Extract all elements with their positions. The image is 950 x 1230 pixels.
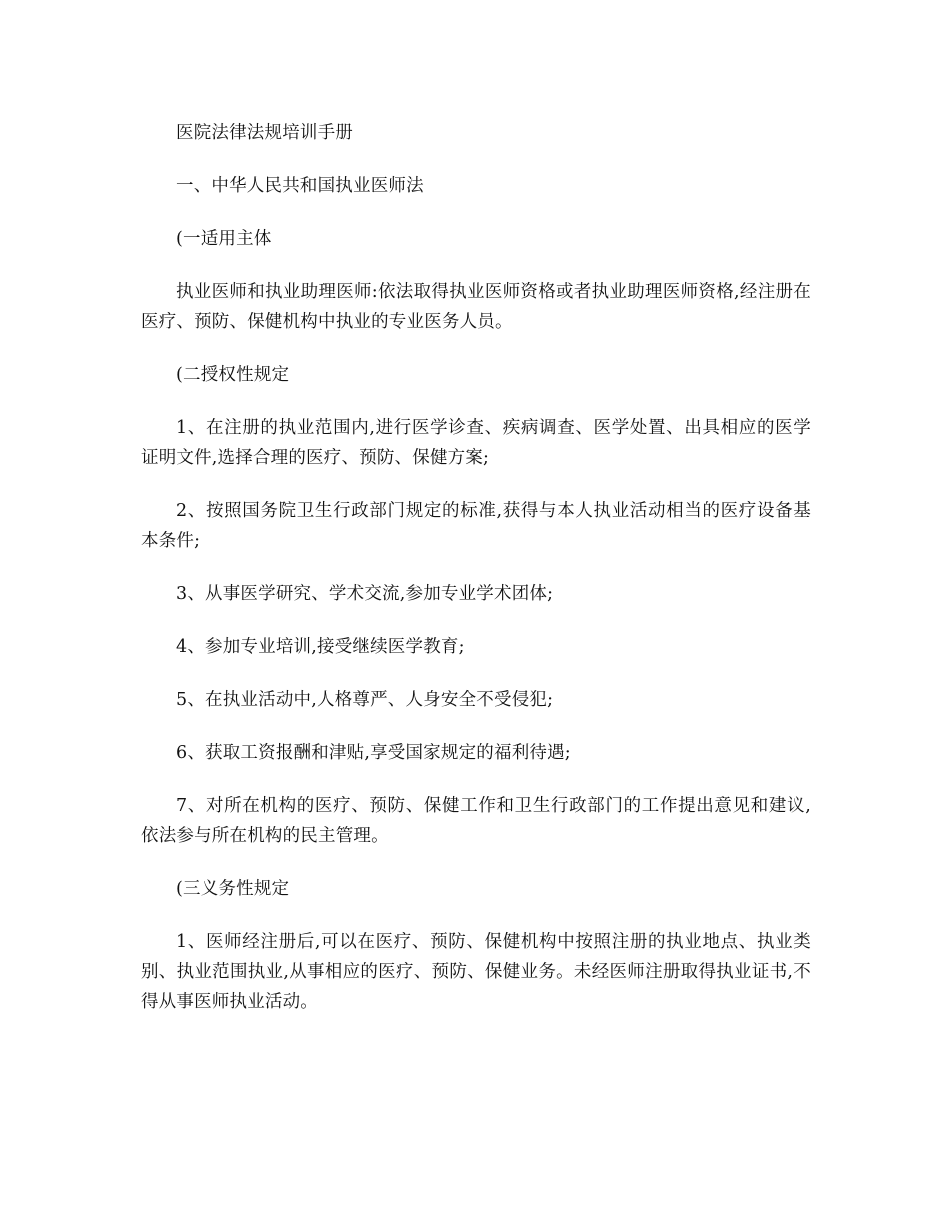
subsection-heading-obligations: (三义务性规定 [176,879,290,899]
document-title: 医院法律法规培训手册 [176,123,353,143]
section-heading-physician-law: 一、中华人民共和国执业医师法 [176,176,424,196]
rights-item-2: 2、按照国务院卫生行政部门规定的标准,获得与本人执业活动相当的医疗设备基本条件; [141,501,811,551]
rights-item-5: 5、在执业活动中,人格尊严、人身安全不受侵犯; [176,690,554,710]
rights-item-4: 4、参加专业培训,接受继续医学教育; [176,637,465,657]
rights-item-3: 3、从事医学研究、学术交流,参加专业学术团体; [176,584,554,604]
rights-item-7: 7、对所在机构的医疗、预防、保健工作和卫生行政部门的工作提出意见和建议,依法参与所在机构的民主管理。 [141,796,811,846]
document-body [141,118,811,1040]
duties-item-1: 1、医师经注册后,可以在医疗、预防、保健机构中按照注册的执业地点、执业类别、执业范围执业,从事相应的医疗、预防、保健业务。未经医师注册取得执业证书,不得从事医师执业活动。 [141,932,811,1012]
subsection-heading-authorization: (二授权性规定 [176,365,290,385]
paragraph-applicable-subjects: 执业医师和执业助理医师:依法取得执业医师资格或者执业助理医师资格,经注册在医疗、预防、保健机构中执业的专业医务人员。 [141,282,811,332]
rights-item-6: 6、获取工资报酬和津贴,享受国家规定的福利待遇; [176,743,571,763]
rights-item-1: 1、在注册的执业范围内,进行医学诊查、疾病调查、医学处置、出具相应的医学证明文件,选择合理的医疗、预防、保健方案; [141,418,811,468]
subsection-heading-applicable-subjects: (一适用主体 [176,229,272,249]
